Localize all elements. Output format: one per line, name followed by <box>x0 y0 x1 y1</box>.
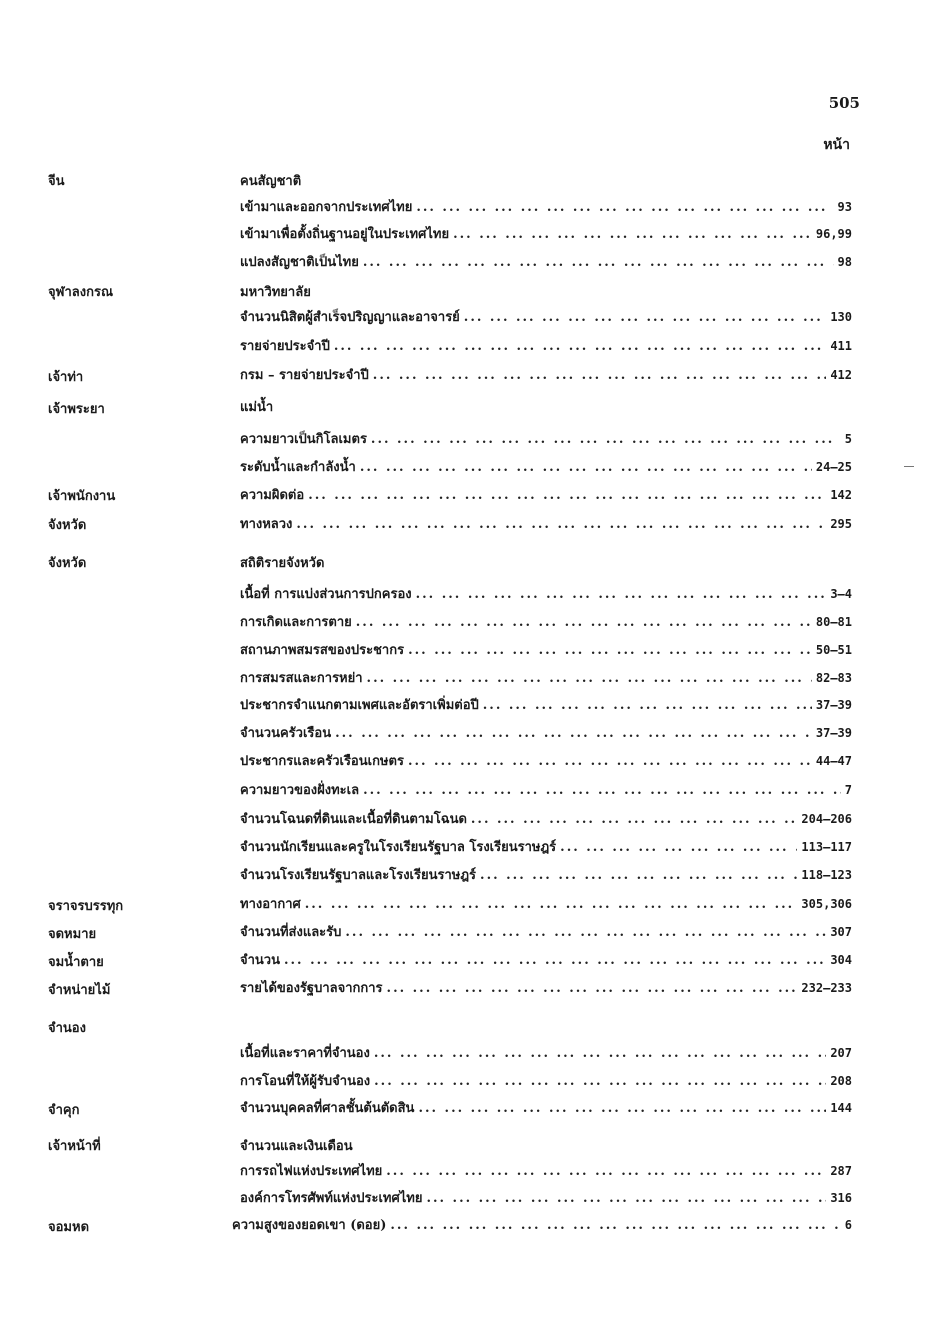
entry-page: 7 <box>844 783 852 797</box>
leader-dots <box>335 726 812 741</box>
leader-dots <box>483 698 812 713</box>
index-term: จีน <box>48 174 65 189</box>
index-term: จำหน่ายไม้ <box>48 983 111 998</box>
index-entry <box>240 921 852 942</box>
leader-dots <box>387 981 798 996</box>
entry-page: 37–39 <box>815 698 852 712</box>
index-entry <box>240 750 852 771</box>
leader-dots <box>367 671 812 686</box>
entry-page: 5 <box>844 432 852 446</box>
leader-dots <box>360 460 812 475</box>
leader-dots <box>426 1191 826 1206</box>
entry-page: 96,99 <box>815 227 852 241</box>
index-entry <box>240 251 852 272</box>
entry-text: การรถไฟแห่งประเทศไทย <box>240 1164 383 1179</box>
index-heading: มหาวิทยาลัย <box>240 285 311 300</box>
entry-text: เนื้อที่และราคาที่จำนอง <box>240 1046 370 1061</box>
entry-text: แปลงสัญชาติเป็นไทย <box>240 255 359 270</box>
index-entry <box>240 639 852 660</box>
entry-text: จำนวน <box>240 953 280 968</box>
index-entry <box>240 456 852 477</box>
index-entry <box>240 722 852 743</box>
leader-dots <box>418 1101 826 1116</box>
entry-text: ความผิดต่อ <box>240 488 305 503</box>
index-term: จำคุก <box>48 1103 80 1118</box>
index-term: จังหวัด <box>48 556 87 571</box>
index-term: จุฬาลงกรณ <box>48 285 114 300</box>
entry-text: เข้ามาเพื่อตั้งถิ่นฐานอยู่ในประเทศไทย <box>240 227 450 242</box>
index-entry <box>240 335 852 356</box>
index-entry <box>240 428 852 449</box>
index-entry <box>240 836 852 857</box>
leader-dots <box>390 1218 840 1233</box>
entry-text: ความยาวเป็นกิโลเมตร <box>240 432 367 447</box>
entry-text: ประชากรและครัวเรือนเกษตร <box>240 754 404 769</box>
leader-dots <box>334 339 826 354</box>
entry-text: จำนวนโฉนดที่ดินและเนื้อที่ดินตามโฉนด <box>240 812 467 827</box>
entry-text: จำนวนนิสิตผู้สำเร็จปริญญาและอาจารย์ <box>240 310 460 325</box>
index-term: เจ้าท่า <box>48 370 84 385</box>
leader-dots <box>356 615 812 630</box>
leader-dots <box>305 897 798 912</box>
leader-dots <box>345 925 826 940</box>
index-entry <box>240 484 852 505</box>
page-column-label: หน้า <box>823 137 850 153</box>
index-term: จำนอง <box>48 1021 86 1036</box>
leader-dots <box>373 368 827 383</box>
entry-page: 307 <box>830 925 852 939</box>
entry-text: ประชากรจำแนกตามเพศและอัตราเพิ่มต่อปี <box>240 698 479 713</box>
index-entry <box>240 977 852 998</box>
entry-text: องค์การโทรศัพท์แห่งประเทศไทย <box>240 1191 423 1206</box>
entry-text: จำนวนครัวเรือน <box>240 726 332 741</box>
entry-page: 411 <box>830 339 852 353</box>
entry-text: รายจ่ายประจำปี <box>240 339 330 354</box>
index-entry <box>240 1042 852 1063</box>
entry-page: 295 <box>830 517 852 531</box>
entry-text: รายได้ของรัฐบาลจากการ <box>240 981 383 996</box>
entry-text: จำนวนนักเรียนและครูในโรงเรียนรัฐบาล โรงเรียนราษฎร์ <box>240 840 557 855</box>
leader-dots <box>386 1164 826 1179</box>
entry-page: 144 <box>830 1101 852 1115</box>
index-heading: แม่น้ำ <box>240 400 274 415</box>
entry-text: ความสูงของยอดเขา (ดอย) <box>232 1218 387 1233</box>
entry-page: 6 <box>844 1218 852 1232</box>
entry-page: 207 <box>830 1046 852 1060</box>
index-term: เจ้าพนักงาน <box>48 489 116 504</box>
entry-page: 93 <box>837 200 852 214</box>
entry-page: 142 <box>830 488 852 502</box>
index-entry <box>240 583 852 604</box>
entry-text: ระดับน้ำและกำลังน้ำ <box>240 460 356 475</box>
entry-page: 44–47 <box>815 754 852 768</box>
entry-text: เนื้อที่ การแบ่งส่วนการปกครอง <box>240 587 412 602</box>
entry-text: จำนวนโรงเรียนรัฐบาลและโรงเรียนราษฎร์ <box>240 868 477 883</box>
leader-dots <box>363 255 834 270</box>
entry-page: 37–39 <box>815 726 852 740</box>
index-entry <box>240 779 852 800</box>
index-term: เจ้าหน้าที่ <box>48 1139 101 1154</box>
index-entry <box>240 694 852 715</box>
entry-text: กรม – รายจ่ายประจำปี <box>240 368 369 383</box>
entry-page: 98 <box>837 255 852 269</box>
entry-page: 82–83 <box>815 671 852 685</box>
index-heading: สถิติรายจังหวัด <box>240 556 325 571</box>
index-entry <box>240 611 852 632</box>
entry-text: ทางอากาศ <box>240 897 301 912</box>
leader-dots <box>560 840 797 855</box>
leader-dots <box>416 587 827 602</box>
index-term: เจ้าพระยา <box>48 402 105 417</box>
index-term: จดหมาย <box>48 927 97 942</box>
entry-text: การเกิดและการตาย <box>240 615 352 630</box>
index-entry <box>240 306 852 327</box>
leader-dots <box>308 488 826 503</box>
index-entry <box>240 1070 852 1091</box>
leader-dots <box>408 754 812 769</box>
leader-dots <box>480 868 797 883</box>
entry-page: 232–233 <box>801 981 852 995</box>
leader-dots <box>296 517 826 532</box>
entry-page: 316 <box>830 1191 852 1205</box>
entry-page: 130 <box>830 310 852 324</box>
entry-page: 304 <box>830 953 852 967</box>
index-term: จังหวัด <box>48 518 87 533</box>
entry-text: การโอนที่ให้ผู้รับจำนอง <box>240 1074 371 1089</box>
index-entry <box>240 1187 852 1208</box>
index-entry <box>240 1160 852 1181</box>
index-entry <box>240 808 852 829</box>
leader-dots <box>374 1074 826 1089</box>
leader-dots <box>371 432 841 447</box>
entry-page: 113–117 <box>801 840 852 854</box>
index-heading: จำนวนและเงินเดือน <box>240 1139 353 1154</box>
leader-dots <box>374 1046 826 1061</box>
entry-text: เข้ามาและออกจากประเทศไทย <box>240 200 413 215</box>
leader-dots <box>284 953 826 968</box>
leader-dots <box>453 227 812 242</box>
entry-text: จำนวนที่ส่งและรับ <box>240 925 342 940</box>
index-entry <box>240 1097 852 1118</box>
index-term: จราจรบรรทุก <box>48 899 124 914</box>
index-entry <box>240 364 852 385</box>
leader-dots <box>363 783 841 798</box>
entry-page: 305,306 <box>801 897 852 911</box>
entry-page: 80–81 <box>815 615 852 629</box>
index-entry <box>240 864 852 885</box>
page-number: 505 <box>828 94 860 112</box>
leader-dots <box>464 310 827 325</box>
index-entry <box>240 893 852 914</box>
entry-text: สถานภาพสมรสของประชากร <box>240 643 405 658</box>
entry-page: 118–123 <box>801 868 852 882</box>
entry-page: 412 <box>830 368 852 382</box>
index-term: จอมหด <box>48 1220 90 1235</box>
entry-page: 208 <box>830 1074 852 1088</box>
index-entry <box>240 667 852 688</box>
index-term: จมน้ำตาย <box>48 955 104 970</box>
index-heading: คนสัญชาติ <box>240 174 302 189</box>
entry-page: 204–206 <box>801 812 852 826</box>
entry-page: 50–51 <box>815 643 852 657</box>
entry-text: ทางหลวง <box>240 517 293 532</box>
entry-text: ความยาวของฝั่งทะเล <box>240 783 360 798</box>
index-entry <box>240 949 852 970</box>
entry-text: การสมรสและการหย่า <box>240 671 363 686</box>
leader-dots <box>408 643 812 658</box>
entry-page: 287 <box>830 1164 852 1178</box>
entry-text: จำนวนบุคคลที่ศาลชั้นต้นตัดสิน <box>240 1101 415 1116</box>
entry-page: 24–25 <box>815 460 852 474</box>
leader-dots <box>416 200 833 215</box>
margin-mark <box>904 466 914 467</box>
leader-dots <box>471 812 798 827</box>
index-entry <box>240 223 852 244</box>
index-entry <box>232 1214 852 1235</box>
index-entry <box>240 513 852 534</box>
index-entry <box>240 196 852 217</box>
entry-page: 3–4 <box>830 587 852 601</box>
